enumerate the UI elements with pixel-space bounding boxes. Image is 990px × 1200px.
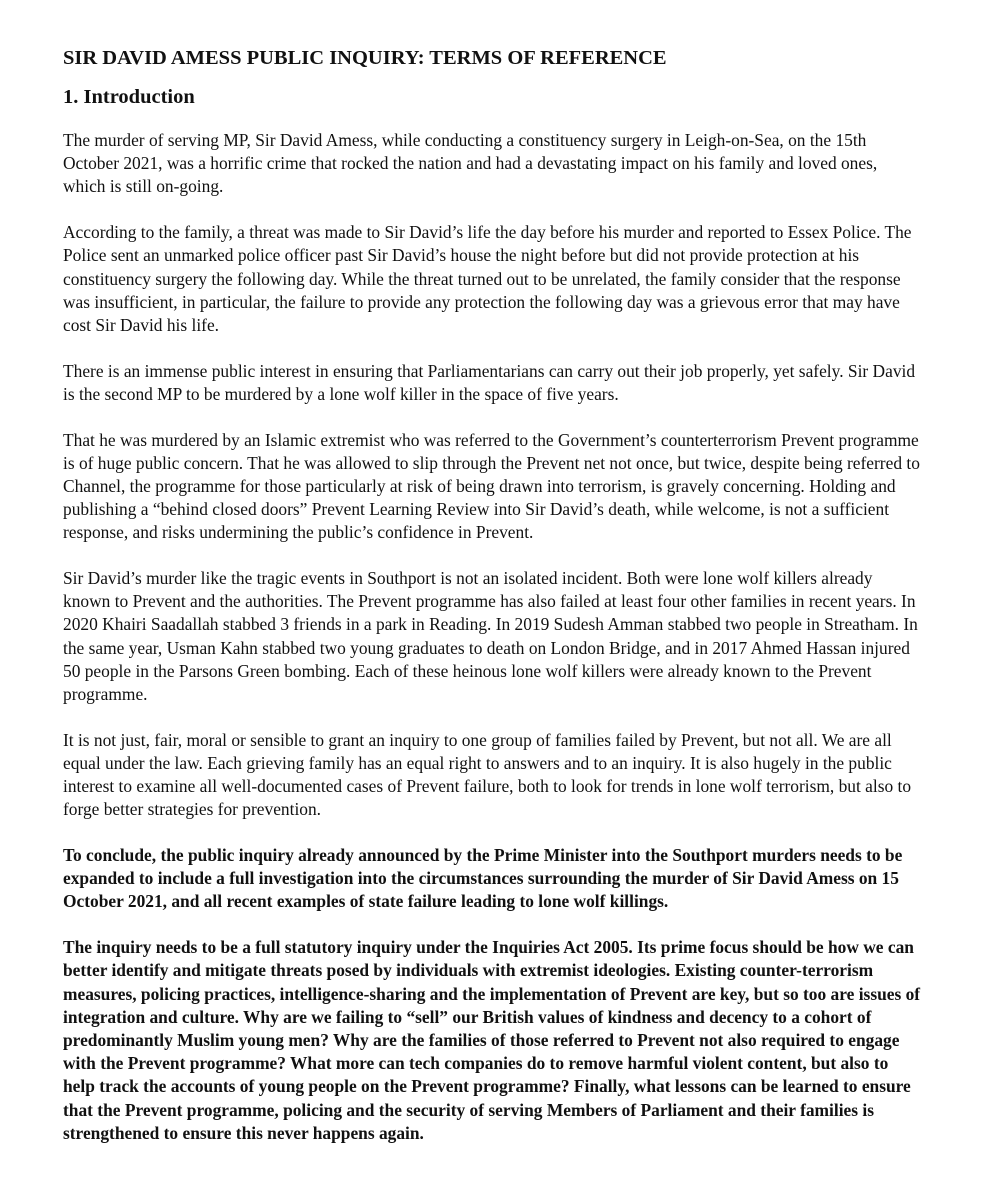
paragraph-public-interest: There is an immense public interest in ensuring that Parliamentarians can carry out their job properly, yet safely. Sir David is the second MP to be murdered by a lone wolf killer in the space of five years.: [63, 360, 916, 404]
document-page: [63, 44, 923, 1168]
paragraph-threat-report: According to the family, a threat was made to Sir David’s life the day before his murder and reported to Essex Police. The Police sent an unmarked police officer past Sir David’s house the night before but did not provide protection at his constituency surgery the following day. While the threat turned out to be unrelated, the family consider that the response was insufficient, in particular, the failure to provide any protection the following day was a grievous error that may have cost Sir David his life.: [63, 222, 912, 335]
document-title: SIR DAVID AMESS PUBLIC INQUIRY: TERMS OF REFERENCE: [63, 47, 667, 69]
section-heading: 1. Introduction: [63, 86, 195, 108]
paragraph-other-incidents: Sir David’s murder like the tragic events in Southport is not an isolated incident. Both were lone wolf killers already known to Prevent and the authorities. The Prevent programme has also failed at least four other families in recent years. In 2020 Khairi Saadallah stabbed 3 friends in a park in Reading. In 2019 Sudesh Amman stabbed two people in Streatham. In the same year, Usman Kahn stabbed two young graduates to death on London Bridge, and in 2017 Ahmed Hassan injured 50 people in the Parsons Green bombing. Each of these heinous lone wolf killers were already known to the Prevent programme.: [63, 568, 918, 705]
paragraph-inquiry-scope: The inquiry needs to be a full statutory inquiry under the Inquiries Act 2005. Its prime focus should be how we can better identify and mitigate threats posed by individuals with extremist ideologies. Existing counter-terrorism measures, policing practices, intelligence-sharing and the implementation of Prevent are key, but so too are issues of integration and culture. Why are we failing to “sell” our British values of kindness and decency to a cohort of predominantly Muslim young men? Why are the families of those referred to Prevent not also required to engage with the Prevent programme? What more can tech companies do to remove harmful violent content, but also to help track the accounts of young people on the Prevent programme? Finally, what lessons can be learned to ensure that the Prevent programme, policing and the security of serving Members of Parliament and their families is strengthened to ensure this never happens again.: [63, 937, 921, 1143]
paragraph-conclusion: To conclude, the public inquiry already announced by the Prime Minister into the Southport murders needs to be expanded to include a full investigation into the circumstances surrounding the murder of Sir David Amess on 15 October 2021, and all recent examples of state failure leading to lone wolf killings.: [63, 845, 903, 912]
paragraph-prevent-concern: That he was murdered by an Islamic extremist who was referred to the Government’s counterterrorism Prevent programme is of huge public concern. That he was allowed to slip through the Prevent net not once, but twice, despite being referred to Channel, the programme for those particularly at risk of being drawn into terrorism, is gravely concerning. Holding and publishing a “behind closed doors” Prevent Learning Review into Sir David’s death, while welcome, is not a sufficient response, and risks undermining the public’s confidence in Prevent.: [63, 429, 920, 543]
paragraph-murder-summary: The murder of serving MP, Sir David Amess, while conducting a constituency surgery in Leigh-on-Sea, on the 15th October 2021, was a horrific crime that rocked the nation and had a devastating impact on his family and loved ones, which is still on-going.: [63, 130, 878, 197]
paragraph-equal-rights: It is not just, fair, moral or sensible to grant an inquiry to one group of families failed by Prevent, but not all. We are all equal under the law. Each grieving family has an equal right to answers and to an inquiry. It is also hugely in the public interest to examine all well-documented cases of Prevent failure, both to look for trends in lone wolf terrorism, but also to forge better strategies for prevention.: [63, 729, 912, 820]
